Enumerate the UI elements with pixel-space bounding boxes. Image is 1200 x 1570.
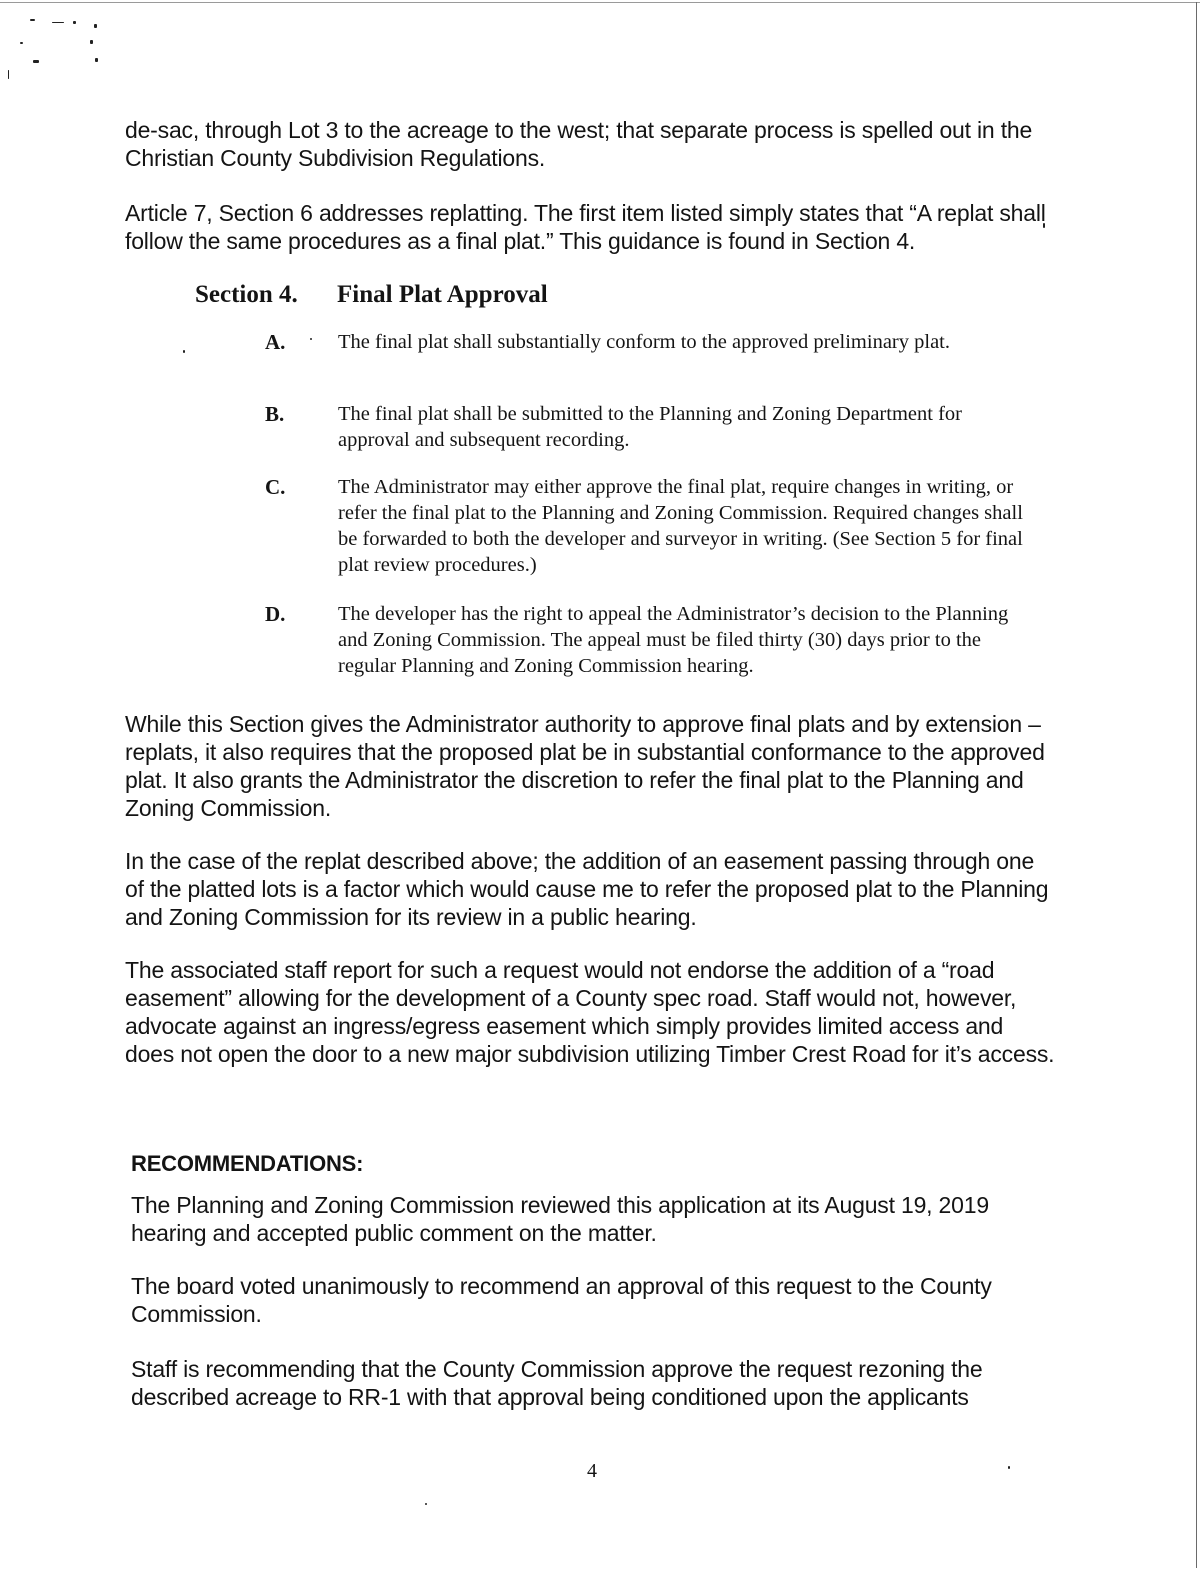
- recommendation-paragraph: The Planning and Zoning Commission reviewed this application at its August 19, 2019 hearing and accepted public comment on the matter.: [131, 1192, 989, 1246]
- scan-speck: [183, 350, 185, 353]
- scan-speck: [94, 24, 97, 28]
- scan-speck: [1008, 1466, 1010, 1469]
- scan-speck: [425, 1503, 427, 1505]
- body-paragraph: While this Section gives the Administrator authority to approve final plats and by extension – replats, it also requires that the proposed plat be in substantial conformance to the approved plat. It also grants the Administrator the discretion to refer the final plat to the Planning and Zoning Commission.: [125, 711, 1045, 821]
- scan-speck: [8, 70, 9, 79]
- recommendation-paragraph: The board voted unanimously to recommend an approval of this request to the County Commission.: [131, 1273, 992, 1327]
- list-item-text: The developer has the right to appeal the Administrator’s decision to the Planning and Zoning Commission. The appeal must be filed thirty (30) days prior to the regular Planning and Zoning Commission hearing.: [338, 603, 1009, 677]
- body-paragraph: The associated staff report for such a request would not endorse the addition of a “road easement” allowing for the development of a County spec road. Staff would not, however, advocate against an ingress/egress easement which simply provides limited access and does not open the door to a new major subdivision utilizing Timber Crest Road for it’s access.: [125, 957, 1055, 1067]
- section-heading: [195, 280, 548, 310]
- list-item-text: The Administrator may either approve the final plat, require changes in writing, or refer the final plat to the Planning and Zoning Commission. Required changes shall be forwarded to both the developer and surveyor in writing. (See Section 5 for final plat review procedures.): [338, 476, 1023, 576]
- scan-speck: [73, 21, 76, 24]
- list-item-letter: A.: [265, 330, 286, 354]
- list-item-letter: D.: [265, 602, 286, 626]
- recommendation-paragraph: Staff is recommending that the County Commission approve the request rezoning the described acreage to RR-1 with that approval being conditioned upon the applicants: [131, 1356, 983, 1410]
- list-item-letter: C.: [265, 475, 286, 499]
- scan-speck: [95, 58, 98, 62]
- scan-speck: [52, 22, 64, 23]
- list-item-text: The final plat shall be submitted to the Planning and Zoning Department for approval and subsequent recording.: [338, 403, 962, 451]
- scan-speck: [33, 60, 39, 63]
- body-paragraph: Article 7, Section 6 addresses replatting. The first item listed simply states that “A replat shall follow the same procedures as a final plat.” This guidance is found in Section 4.: [125, 200, 1046, 254]
- body-paragraph: In the case of the replat described above; the addition of an easement passing through one of the platted lots is a factor which would cause me to refer the proposed plat to the Planning and Zoning Commission for its review in a public hearing.: [125, 848, 1049, 930]
- page-border-right: [1196, 2, 1197, 1568]
- list-item-text: The final plat shall substantially conform to the approved preliminary plat.: [338, 331, 950, 353]
- scan-speck: [20, 42, 23, 44]
- section-title: Final Plat Approval: [337, 281, 548, 308]
- page-number: 4: [587, 1460, 597, 1482]
- list-item-letter: B.: [265, 402, 285, 426]
- scan-speck: [310, 338, 312, 340]
- recommendations-heading: RECOMMENDATIONS:: [131, 1151, 364, 1176]
- body-paragraph: de-sac, through Lot 3 to the acreage to the west; that separate process is spelled out in the Christian County Subdivision Regulations.: [125, 117, 1033, 171]
- page-border-top: [0, 2, 1200, 3]
- scan-speck: [30, 19, 35, 21]
- scan-speck: [90, 40, 93, 44]
- section-number: Section 4.: [195, 281, 298, 308]
